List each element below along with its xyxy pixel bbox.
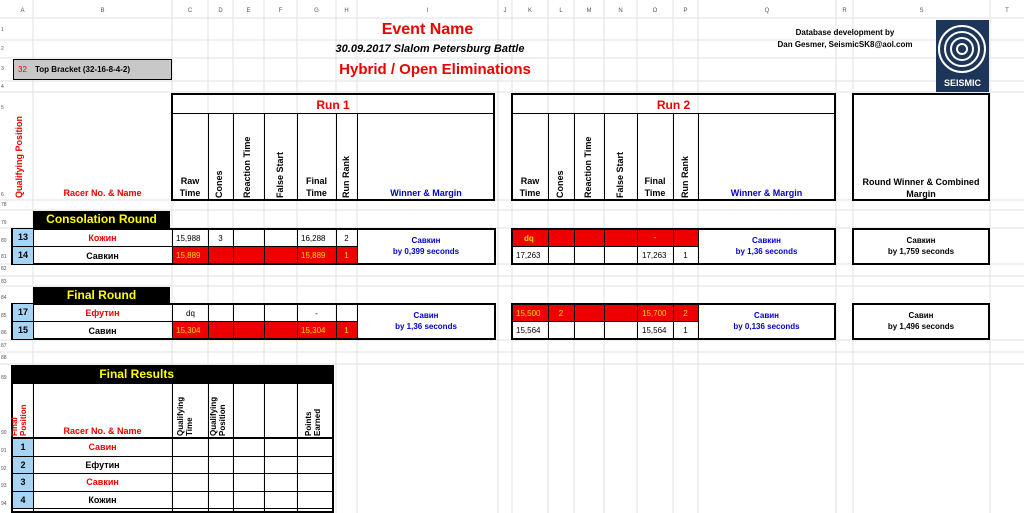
seismic-logo-icon bbox=[936, 20, 989, 78]
row-header[interactable]: 78 bbox=[1, 202, 7, 208]
category-title: Hybrid / Open Eliminations bbox=[339, 61, 531, 78]
run2-margin: by 0,136 seconds bbox=[733, 322, 800, 331]
run1-col-line bbox=[264, 113, 265, 200]
run1-final-time[interactable]: 15,889 bbox=[301, 251, 326, 260]
points-earned-header: Points Earned bbox=[304, 408, 322, 436]
cell-line bbox=[574, 229, 575, 264]
column-header[interactable]: R bbox=[842, 8, 847, 14]
run2-col-line bbox=[637, 113, 638, 200]
cell-line bbox=[172, 383, 173, 513]
final-position-cell[interactable]: 3 bbox=[13, 474, 33, 491]
cell-line bbox=[264, 383, 265, 513]
cell-line bbox=[604, 304, 605, 339]
qualifying-position-results-header: Qualifying Position bbox=[209, 396, 227, 436]
cell-line bbox=[574, 304, 575, 339]
run1-reaction-label: Reaction Time bbox=[242, 136, 252, 198]
row-header[interactable]: 86 bbox=[1, 330, 7, 336]
row-header[interactable]: 85 bbox=[1, 313, 7, 319]
row-header[interactable]: 93 bbox=[1, 483, 7, 489]
column-header[interactable]: A bbox=[20, 8, 25, 14]
run2-raw-time[interactable]: 15,564 bbox=[516, 326, 541, 335]
run1-final-time[interactable]: - bbox=[315, 309, 318, 318]
cell-line bbox=[548, 229, 549, 264]
column-header[interactable]: O bbox=[652, 8, 658, 14]
row-header[interactable]: 91 bbox=[1, 448, 7, 454]
racer-name-cell[interactable]: Савин bbox=[88, 326, 117, 336]
run2-final-time[interactable]: 15,700 bbox=[642, 309, 667, 318]
qualifying-time-header: Qualifying Time bbox=[176, 396, 194, 436]
bracket-number: 32 bbox=[18, 65, 27, 74]
qualifying-position-cell[interactable]: 13 bbox=[13, 229, 33, 246]
row-header[interactable]: 80 bbox=[1, 238, 7, 244]
round-margin: by 1,496 seconds bbox=[887, 322, 955, 331]
racer-name-cell[interactable]: Савкин bbox=[86, 251, 119, 261]
column-header[interactable]: K bbox=[527, 8, 532, 14]
row-header[interactable]: 2 bbox=[1, 46, 4, 52]
run1-margin: by 1,36 seconds bbox=[395, 322, 457, 331]
column-header[interactable]: B bbox=[100, 8, 105, 14]
run2-final-label: Final bbox=[644, 176, 666, 186]
run2-title: Run 2 bbox=[656, 98, 691, 112]
run1-col-line bbox=[233, 113, 234, 200]
row-header[interactable]: 3 bbox=[1, 66, 4, 72]
run1-winner: Савин bbox=[413, 311, 439, 320]
round-winner: Савкин bbox=[906, 236, 936, 245]
bracket-selector[interactable] bbox=[13, 59, 172, 80]
row-header[interactable]: 6 bbox=[1, 192, 4, 198]
results-racer-name[interactable]: Кожин bbox=[88, 495, 117, 505]
run1-raw-time[interactable]: 15,889 bbox=[176, 251, 201, 260]
row-header[interactable]: 89 bbox=[1, 375, 7, 381]
run2-cones[interactable]: 2 bbox=[558, 309, 564, 318]
cell-line bbox=[604, 229, 605, 264]
column-header[interactable]: H bbox=[344, 8, 349, 14]
run2-final-time[interactable]: 15,564 bbox=[642, 326, 667, 335]
bracket-label: Top Bracket (32-16-8-4-2) bbox=[35, 65, 130, 74]
run1-raw-time[interactable]: 15,304 bbox=[176, 326, 201, 335]
run2-winner-label: Winner & Margin bbox=[730, 188, 803, 198]
row-divider bbox=[12, 456, 333, 457]
final-position-cell[interactable]: 1 bbox=[13, 439, 33, 456]
row-header[interactable]: 92 bbox=[1, 466, 7, 472]
run2-raw-time[interactable]: 15,500 bbox=[516, 309, 541, 318]
run2-col-line bbox=[548, 113, 549, 200]
column-header[interactable]: Q bbox=[764, 8, 770, 14]
row-header[interactable]: 1 bbox=[1, 27, 4, 33]
run1-raw-time[interactable]: dq bbox=[186, 309, 195, 318]
column-header[interactable]: G bbox=[314, 8, 319, 14]
run2-final-time[interactable]: - bbox=[653, 233, 657, 242]
run2-raw-label: Raw bbox=[520, 176, 540, 186]
row-divider bbox=[12, 491, 333, 492]
run1-title: Run 1 bbox=[316, 98, 350, 112]
row-header[interactable]: 94 bbox=[1, 501, 7, 507]
run2-false-start-label: False Start bbox=[615, 151, 625, 198]
row-divider bbox=[12, 321, 357, 322]
qualifying-position-cell[interactable]: 17 bbox=[13, 304, 33, 321]
run1-final-label: Final bbox=[305, 176, 327, 186]
run1-rank[interactable]: 1 bbox=[344, 251, 349, 260]
column-header[interactable]: P bbox=[683, 8, 688, 14]
cell-line bbox=[172, 229, 173, 264]
run1-final-time[interactable]: 16,288 bbox=[301, 234, 326, 243]
run1-winner: Савкин bbox=[411, 236, 441, 245]
run1-col-line bbox=[357, 113, 358, 200]
row-header[interactable]: 84 bbox=[1, 295, 7, 301]
run1-rank[interactable]: 2 bbox=[344, 234, 349, 243]
round-winner-label-2: Margin bbox=[906, 189, 936, 199]
column-header[interactable]: C bbox=[187, 8, 193, 14]
run1-margin: by 0,399 seconds bbox=[392, 247, 460, 256]
run2-final-time-label: Time bbox=[644, 188, 666, 198]
run2-col-line bbox=[574, 113, 575, 200]
column-header[interactable]: T bbox=[1005, 8, 1009, 14]
column-header[interactable]: I bbox=[426, 8, 429, 14]
racer-header: Racer No. & Name bbox=[63, 188, 142, 198]
run2-col-line bbox=[604, 113, 605, 200]
row-header[interactable]: 88 bbox=[1, 355, 7, 361]
run2-cones-label: Cones bbox=[555, 170, 565, 198]
run1-cones[interactable]: 3 bbox=[218, 234, 223, 243]
run1-col-line bbox=[336, 113, 337, 200]
run2-raw-time[interactable]: dq bbox=[524, 234, 534, 243]
final-position-cell[interactable]: 2 bbox=[13, 457, 33, 473]
run2-rank[interactable]: 2 bbox=[683, 309, 688, 318]
round-winner: Савин bbox=[908, 311, 934, 320]
run1-col-line bbox=[208, 113, 209, 200]
cell-line bbox=[297, 383, 298, 513]
row-divider bbox=[12, 508, 333, 509]
run2-col-line bbox=[698, 113, 699, 200]
run1-final-time-label: Time bbox=[306, 188, 327, 198]
event-subtitle: 30.09.2017 Slalom Petersburg Battle bbox=[335, 43, 525, 55]
run1-time-label: Time bbox=[179, 188, 201, 198]
cell-line bbox=[297, 229, 298, 264]
cell-line bbox=[233, 383, 234, 513]
run2-time-label: Time bbox=[519, 188, 541, 198]
run2-col-line bbox=[673, 113, 674, 200]
dev-credit: Database development by bbox=[795, 28, 895, 37]
logo-text: SEISMIC bbox=[943, 78, 981, 88]
run2-winner: Савкин bbox=[752, 236, 781, 245]
run1-raw-time[interactable]: 15,988 bbox=[176, 234, 201, 243]
row-header[interactable]: 83 bbox=[1, 279, 7, 285]
event-name: Event Name bbox=[381, 21, 474, 38]
cell-line bbox=[233, 304, 234, 339]
run2-rank[interactable]: 1 bbox=[683, 251, 688, 260]
final-round-banner: Final Round bbox=[33, 287, 170, 304]
row-divider bbox=[512, 321, 698, 322]
results-racer-name[interactable]: Савкин bbox=[86, 477, 119, 487]
row-header[interactable]: 5 bbox=[1, 105, 4, 111]
run1-divider bbox=[172, 113, 494, 114]
column-header[interactable]: N bbox=[618, 8, 623, 14]
run2-reaction-label: Reaction Time bbox=[583, 136, 593, 198]
run1-rank-label: Run Rank bbox=[341, 155, 351, 198]
run1-winner-label: Winner & Margin bbox=[390, 188, 462, 198]
column-header[interactable]: F bbox=[278, 8, 283, 14]
row-header[interactable]: 82 bbox=[1, 266, 7, 272]
run2-final-time[interactable]: 17,263 bbox=[642, 251, 667, 260]
row-divider bbox=[12, 246, 357, 247]
run1-false-start-label: False Start bbox=[275, 151, 285, 198]
qualifying-position-header: Qualifying Position bbox=[14, 115, 24, 198]
qualifying-position-cell[interactable]: 15 bbox=[13, 322, 33, 339]
results-racer-header: Racer No. & Name bbox=[63, 426, 142, 436]
cell-line bbox=[233, 229, 234, 264]
results-racer-name[interactable]: Савин bbox=[88, 442, 117, 452]
run1-col-line bbox=[297, 113, 298, 200]
dev-contact: Dan Gesmer, SeismicSK8@aol.com bbox=[777, 40, 913, 49]
qualifying-position-cell[interactable]: 14 bbox=[13, 247, 33, 264]
run2-rank-label: Run Rank bbox=[680, 155, 690, 198]
run2-raw-time[interactable]: 17,263 bbox=[516, 251, 541, 260]
run1-raw-label: Raw bbox=[180, 176, 200, 186]
column-header[interactable]: S bbox=[919, 8, 924, 14]
results-racer-name[interactable]: Ефутин bbox=[85, 460, 120, 470]
run1-cones-label: Cones bbox=[214, 170, 224, 198]
final-position-header: Final Position bbox=[10, 404, 28, 436]
row-header[interactable]: 87 bbox=[1, 343, 7, 349]
round-winner-label: Round Winner & Combined bbox=[862, 177, 980, 187]
cell-line bbox=[264, 304, 265, 339]
final-position-cell[interactable]: 4 bbox=[13, 492, 33, 508]
cell-line bbox=[208, 304, 209, 339]
row-header[interactable]: 90 bbox=[1, 430, 7, 436]
cell-line bbox=[172, 304, 173, 339]
column-header[interactable]: D bbox=[218, 8, 223, 14]
cell-line bbox=[637, 304, 638, 339]
column-header[interactable]: E bbox=[246, 8, 251, 14]
run2-winner: Савин bbox=[754, 311, 779, 320]
row-header[interactable]: 4 bbox=[1, 84, 4, 90]
racer-name-cell[interactable]: Ефутин bbox=[85, 308, 120, 318]
round-margin: by 1,759 seconds bbox=[887, 247, 955, 256]
consolation-round-banner: Consolation Round bbox=[33, 211, 170, 228]
run1-final-time[interactable]: 15,304 bbox=[301, 326, 326, 335]
column-header[interactable]: J bbox=[503, 8, 507, 14]
cell-line bbox=[264, 229, 265, 264]
seismic-logo bbox=[936, 20, 989, 92]
run2-rank[interactable]: 1 bbox=[683, 326, 688, 335]
run2-margin: by 1,36 seconds bbox=[735, 247, 798, 256]
row-header[interactable]: 81 bbox=[1, 254, 7, 260]
row-divider bbox=[512, 246, 698, 247]
column-header[interactable]: L bbox=[559, 8, 563, 14]
final-results-banner: Final Results bbox=[11, 365, 334, 383]
column-header[interactable]: M bbox=[586, 8, 592, 14]
row-divider bbox=[12, 473, 333, 474]
racer-name-cell[interactable]: Кожин bbox=[88, 233, 117, 243]
run1-rank[interactable]: 1 bbox=[344, 326, 349, 335]
row-header[interactable]: 79 bbox=[1, 220, 7, 226]
